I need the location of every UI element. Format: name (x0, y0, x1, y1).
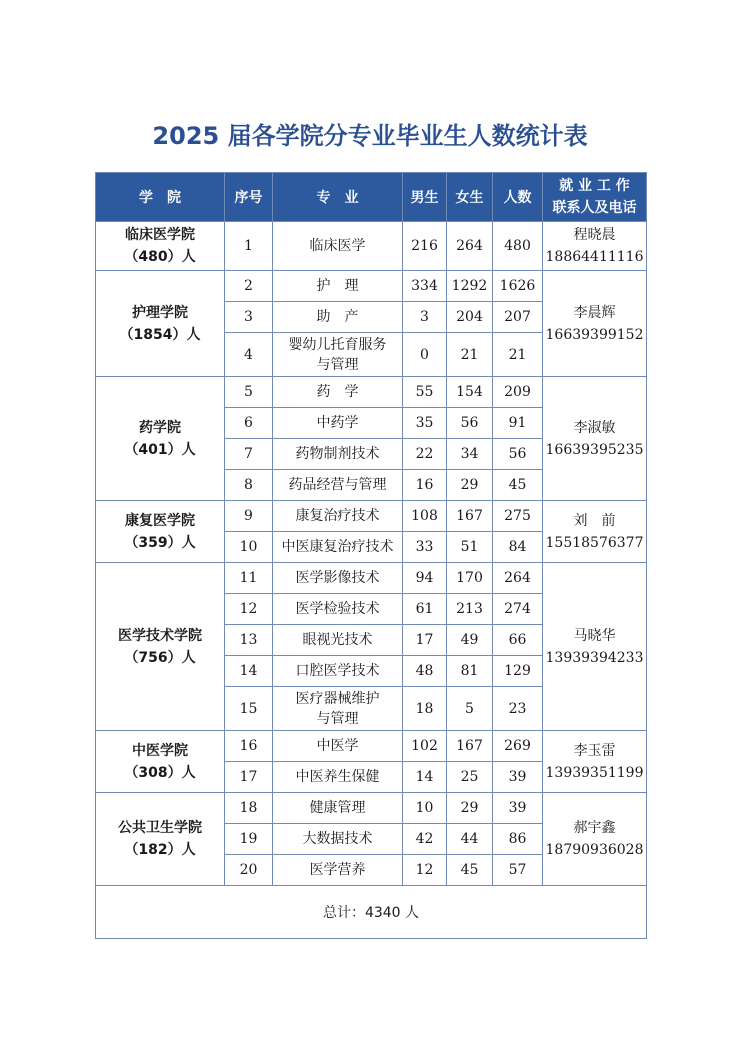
male-count: 102 (403, 731, 447, 762)
male-count: 35 (403, 408, 447, 439)
contact-phone: 18864411116 (545, 249, 644, 265)
college-cell (96, 793, 225, 886)
college-count: （756）人 (124, 649, 196, 666)
contact-phone: 16639395235 (545, 441, 644, 458)
college-name: 护理学院 (132, 304, 188, 321)
major-index: 6 (225, 408, 273, 439)
major-index: 18 (225, 793, 273, 824)
contact-phone: 13939394233 (545, 649, 644, 666)
contact-cell (543, 793, 647, 886)
header-contact-line1: 就 业 工 作 (559, 178, 630, 194)
college-count: （359）人 (124, 534, 196, 551)
major-name-cell (273, 824, 403, 855)
major-index: 1 (225, 222, 273, 271)
contact-name: 马晓华 (573, 627, 616, 644)
male-count: 10 (403, 793, 447, 824)
table-row (96, 731, 647, 762)
male-count: 17 (403, 625, 447, 656)
college-name: 康复医学院 (125, 512, 195, 529)
major-total: 129 (493, 656, 543, 687)
female-count: 45 (447, 855, 493, 886)
major-index: 9 (225, 501, 273, 532)
female-count: 81 (447, 656, 493, 687)
header-total: 人数 (493, 173, 543, 222)
major-name: 助 产 (316, 309, 359, 325)
major-name-cell (273, 501, 403, 532)
college-cell (96, 271, 225, 377)
male-count: 334 (403, 271, 447, 302)
major-index: 11 (225, 563, 273, 594)
major-name-line2: 与管理 (316, 356, 359, 373)
major-index: 14 (225, 656, 273, 687)
major-name: 医学影像技术 (295, 570, 380, 586)
contact-name: 刘 前 (573, 512, 616, 529)
major-total: 39 (493, 793, 543, 824)
college-cell (96, 563, 225, 731)
major-total: 91 (493, 408, 543, 439)
contact-cell (543, 731, 647, 793)
major-total: 275 (493, 501, 543, 532)
header-male: 男生 (403, 173, 447, 222)
table-row (96, 271, 647, 302)
male-count: 14 (403, 762, 447, 793)
major-name: 药品经营与管理 (288, 477, 387, 493)
header-major: 专 业 (273, 173, 403, 222)
major-name-line2: 与管理 (316, 710, 359, 727)
college-cell (96, 377, 225, 501)
major-name: 药 学 (316, 384, 359, 400)
male-count: 108 (403, 501, 447, 532)
major-name-cell (273, 439, 403, 470)
major-total: 57 (493, 855, 543, 886)
contact-name: 李晨辉 (573, 304, 616, 321)
major-name-cell (273, 271, 403, 302)
contact-phone: 15518576377 (545, 534, 644, 551)
major-index: 10 (225, 532, 273, 563)
female-count: 44 (447, 824, 493, 855)
major-total: 45 (493, 470, 543, 501)
major-index: 12 (225, 594, 273, 625)
major-name-cell (273, 625, 403, 656)
major-name: 口腔医学技术 (295, 663, 380, 679)
male-count: 61 (403, 594, 447, 625)
major-total: 66 (493, 625, 543, 656)
female-count: 21 (447, 333, 493, 377)
major-name: 中医学 (316, 738, 359, 754)
table-row (96, 563, 647, 594)
major-total: 21 (493, 333, 543, 377)
major-name-cell (273, 793, 403, 824)
major-index: 4 (225, 333, 273, 377)
major-name-cell (273, 532, 403, 563)
table-body (96, 222, 647, 886)
major-total: 274 (493, 594, 543, 625)
contact-cell (543, 271, 647, 377)
male-count: 0 (403, 333, 447, 377)
male-count: 216 (403, 222, 447, 271)
male-count: 94 (403, 563, 447, 594)
major-index: 2 (225, 271, 273, 302)
college-name: 中医学院 (132, 742, 188, 759)
college-cell (96, 222, 225, 271)
table-header-row (96, 173, 647, 222)
major-name-cell (273, 687, 403, 731)
major-name-cell (273, 222, 403, 271)
male-count: 12 (403, 855, 447, 886)
female-count: 204 (447, 302, 493, 333)
contact-phone: 13939351199 (545, 764, 644, 781)
major-name: 医学营养 (309, 862, 366, 878)
major-name-cell (273, 731, 403, 762)
male-count: 42 (403, 824, 447, 855)
major-name-cell (273, 762, 403, 793)
contact-name: 李淑敏 (573, 419, 616, 436)
header-contact (543, 173, 647, 222)
major-index: 16 (225, 731, 273, 762)
page-title: 2025 届各学院分专业毕业生人数统计表 (152, 122, 588, 150)
contact-phone: 18790936028 (545, 842, 644, 858)
graduate-stats-table (95, 172, 647, 939)
major-total: 23 (493, 687, 543, 731)
male-count: 16 (403, 470, 447, 501)
major-name-cell (273, 408, 403, 439)
male-count: 18 (403, 687, 447, 731)
female-count: 213 (447, 594, 493, 625)
major-index: 7 (225, 439, 273, 470)
major-index: 19 (225, 824, 273, 855)
contact-name: 程晓晨 (573, 227, 616, 243)
female-count: 34 (447, 439, 493, 470)
major-index: 17 (225, 762, 273, 793)
female-count: 56 (447, 408, 493, 439)
table-row (96, 501, 647, 532)
major-index: 20 (225, 855, 273, 886)
major-name-cell (273, 656, 403, 687)
major-name-cell (273, 333, 403, 377)
major-total: 56 (493, 439, 543, 470)
header-female: 女生 (447, 173, 493, 222)
major-index: 3 (225, 302, 273, 333)
male-count: 22 (403, 439, 447, 470)
college-name: 临床医学院 (125, 227, 195, 243)
major-name: 药物制剂技术 (295, 446, 380, 462)
male-count: 48 (403, 656, 447, 687)
major-name-cell (273, 594, 403, 625)
female-count: 170 (447, 563, 493, 594)
college-cell (96, 501, 225, 563)
major-total: 86 (493, 824, 543, 855)
contact-name: 郝宇鑫 (573, 820, 616, 836)
major-name: 健康管理 (309, 800, 366, 816)
college-cell (96, 731, 225, 793)
major-total: 269 (493, 731, 543, 762)
college-name: 药学院 (139, 419, 181, 436)
major-total: 209 (493, 377, 543, 408)
college-name: 公共卫生学院 (118, 820, 202, 836)
female-count: 5 (447, 687, 493, 731)
college-count: （401）人 (124, 441, 196, 458)
female-count: 1292 (447, 271, 493, 302)
total-row (96, 886, 647, 939)
major-name: 临床医学 (309, 238, 366, 254)
contact-cell (543, 563, 647, 731)
grand-total: 总计：4340 人 (96, 886, 647, 939)
major-name-cell (273, 855, 403, 886)
male-count: 33 (403, 532, 447, 563)
female-count: 25 (447, 762, 493, 793)
major-name: 医学检验技术 (295, 601, 380, 617)
major-total: 207 (493, 302, 543, 333)
female-count: 29 (447, 470, 493, 501)
female-count: 51 (447, 532, 493, 563)
contact-cell (543, 377, 647, 501)
college-count: （480）人 (124, 249, 196, 265)
major-index: 8 (225, 470, 273, 501)
contact-cell (543, 501, 647, 563)
major-name: 大数据技术 (302, 831, 373, 847)
header-index: 序号 (225, 173, 273, 222)
major-name: 婴幼儿托育服务 (288, 336, 387, 353)
major-name: 眼视光技术 (302, 632, 373, 648)
major-name-cell (273, 563, 403, 594)
female-count: 167 (447, 731, 493, 762)
major-name-cell (273, 302, 403, 333)
male-count: 3 (403, 302, 447, 333)
major-name: 中医养生保健 (295, 769, 380, 785)
major-index: 15 (225, 687, 273, 731)
table-row (96, 222, 647, 271)
female-count: 154 (447, 377, 493, 408)
major-name: 中药学 (316, 415, 359, 431)
contact-phone: 16639399152 (545, 326, 644, 343)
major-total: 84 (493, 532, 543, 563)
major-name: 护 理 (316, 278, 359, 294)
contact-cell (543, 222, 647, 271)
major-name: 康复治疗技术 (295, 508, 380, 524)
female-count: 264 (447, 222, 493, 271)
female-count: 167 (447, 501, 493, 532)
college-count: （182）人 (124, 842, 196, 858)
college-name: 医学技术学院 (118, 627, 202, 644)
major-total: 480 (493, 222, 543, 271)
male-count: 55 (403, 377, 447, 408)
major-name-cell (273, 377, 403, 408)
header-college: 学 院 (96, 173, 225, 222)
major-total: 39 (493, 762, 543, 793)
major-index: 5 (225, 377, 273, 408)
major-total: 264 (493, 563, 543, 594)
female-count: 49 (447, 625, 493, 656)
major-name: 医疗器械维护 (295, 690, 380, 707)
female-count: 29 (447, 793, 493, 824)
major-index: 13 (225, 625, 273, 656)
college-count: （1854）人 (119, 326, 201, 343)
major-name: 中医康复治疗技术 (281, 539, 394, 555)
contact-name: 李玉雷 (573, 742, 616, 759)
table-row (96, 377, 647, 408)
major-total: 1626 (493, 271, 543, 302)
table-row (96, 793, 647, 824)
college-count: （308）人 (124, 764, 196, 781)
major-name-cell (273, 470, 403, 501)
header-contact-line2: 联系人及电话 (552, 200, 637, 216)
